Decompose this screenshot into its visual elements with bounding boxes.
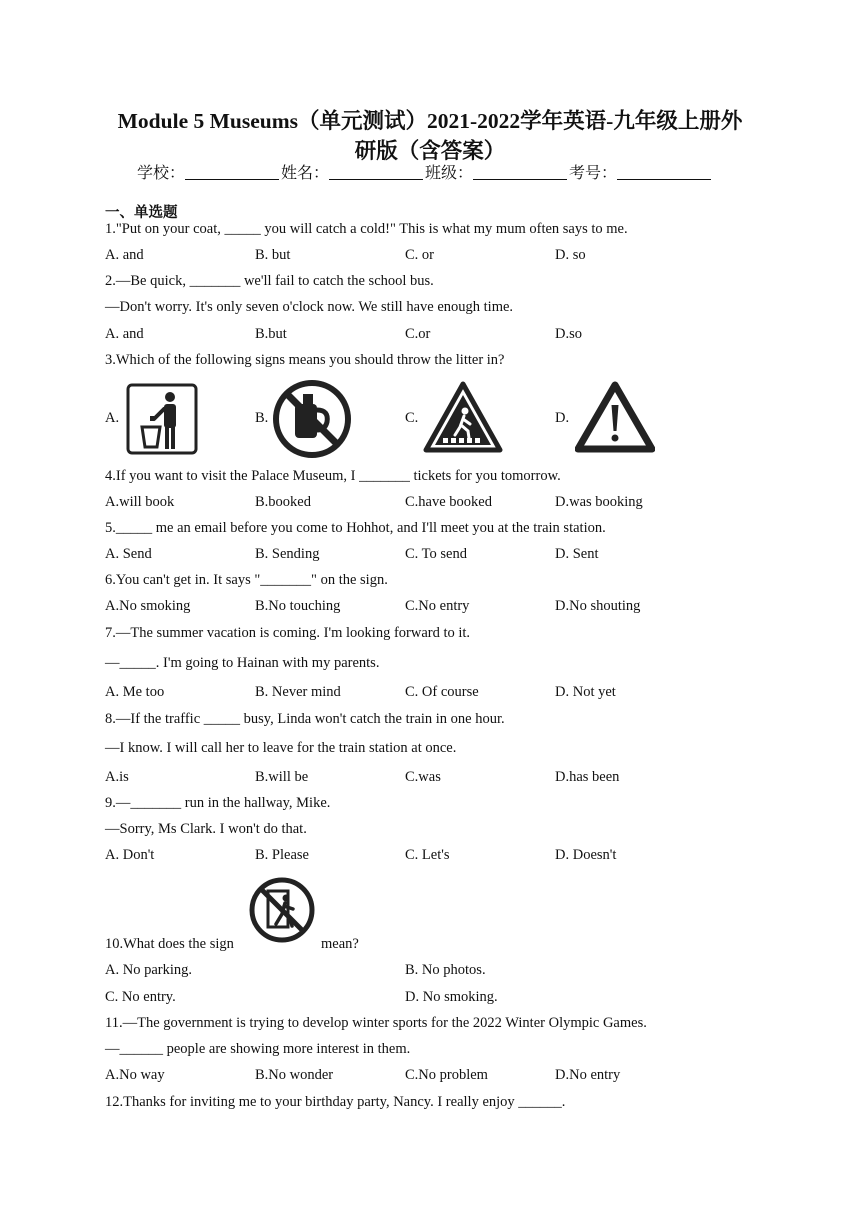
question-3-option-b: B. [255, 410, 269, 426]
question-7-option-c: C. Of course [405, 684, 479, 700]
question-8-option-b: B.will be [255, 769, 309, 785]
question-11-option-d: D.No entry [555, 1067, 621, 1083]
question-1-stem: 1."Put on your coat, _____ you will catch a cold!" This is what my mum often says to me. [105, 221, 628, 237]
question-7-option-a: A. Me too [105, 684, 165, 700]
question-1-option-b: B. but [255, 247, 291, 263]
question-8-option-c: C.was [405, 769, 441, 785]
question-10-stem: 10.What does the sign [105, 936, 234, 952]
title-line-2: 研版（含答案） [354, 139, 506, 163]
question-11-stem-reply: —______ people are showing more interest in them. [105, 1041, 411, 1057]
question-8-stem: 8.—If the traffic _____ busy, Linda won't catch the train in one hour. [105, 711, 505, 727]
question-4-option-a: A.will book [105, 494, 175, 510]
no-drinks-icon [273, 380, 351, 458]
question-7-stem-reply: —_____. I'm going to Hainan with my parents. [105, 655, 380, 671]
question-10-option-a: A. No parking. [105, 962, 192, 978]
question-11-option-a: A.No way [105, 1067, 165, 1083]
question-7-option-b: B. Never mind [255, 684, 341, 700]
question-9-option-c: C. Let's [405, 847, 450, 863]
question-3-stem: 3.Which of the following signs means you should throw the litter in? [105, 352, 505, 368]
question-7-option-d: D. Not yet [555, 684, 616, 700]
question-9-option-b: B. Please [255, 847, 309, 863]
question-11-option-c: C.No problem [405, 1067, 488, 1083]
question-8-option-a: A.is [105, 769, 129, 785]
question-10-option-d: D. No smoking. [405, 989, 498, 1005]
question-6-option-b: B.No touching [255, 598, 341, 614]
class-blank [473, 163, 567, 180]
litter-bin-icon [126, 383, 198, 455]
question-9-stem: 9.—_______ run in the hallway, Mike. [105, 795, 331, 811]
question-10-option-c: C. No entry. [105, 989, 176, 1005]
question-1-option-a: A. and [105, 247, 144, 263]
question-10-option-b: B. No photos. [405, 962, 486, 978]
number-blank [617, 163, 711, 180]
pedestrian-crossing-icon [423, 381, 503, 453]
question-2-option-b: B.but [255, 326, 287, 342]
school-label: 学校： [137, 165, 186, 182]
question-9-option-a: A. Don't [105, 847, 155, 863]
question-5-option-c: C. To send [405, 546, 467, 562]
question-2-option-a: A. and [105, 326, 144, 342]
question-4-option-d: D.was booking [555, 494, 643, 510]
question-1-option-d: D. so [555, 247, 586, 263]
question-6-option-a: A.No smoking [105, 598, 191, 614]
question-5-option-d: D. Sent [555, 546, 599, 562]
question-9-stem-reply: —Sorry, Ms Clark. I won't do that. [105, 821, 307, 837]
question-1-option-c: C. or [405, 247, 434, 263]
name-blank [329, 163, 423, 180]
question-5-option-a: A. Send [105, 546, 152, 562]
question-3-option-d: D. [555, 410, 570, 426]
number-label: 考号： [569, 165, 618, 182]
question-2-stem: 2.—Be quick, _______ we'll fail to catch the school bus. [105, 273, 434, 289]
question-2-option-d: D.so [555, 326, 582, 342]
class-label: 班级： [425, 165, 474, 182]
question-9-option-d: D. Doesn't [555, 847, 617, 863]
question-6-option-c: C.No entry [405, 598, 470, 614]
question-6-option-d: D.No shouting [555, 598, 641, 614]
question-12-stem: 12.Thanks for inviting me to your birthday party, Nancy. I really enjoy ______. [105, 1094, 566, 1110]
question-3-option-c: C. [405, 410, 419, 426]
question-6-stem: 6.You can't get in. It says "_______" on the sign. [105, 572, 388, 588]
document-title [90, 106, 770, 166]
question-8-option-d: D.has been [555, 769, 620, 785]
question-11-stem: 11.—The government is trying to develop winter sports for the 2022 Winter Olympic Games. [105, 1015, 647, 1031]
question-3-option-a: A. [105, 410, 120, 426]
no-entry-person-icon [248, 876, 316, 944]
name-label: 姓名： [281, 165, 330, 182]
question-4-option-c: C.have booked [405, 494, 492, 510]
student-info-row [137, 160, 713, 183]
question-5-stem: 5._____ me an email before you come to Hohhot, and I'll meet you at the train station. [105, 520, 606, 536]
question-10-stem-end: mean? [321, 936, 359, 952]
title-line-1: Module 5 Museums（单元测试）2021-2022学年英语-九年级上册外 [117, 109, 743, 133]
question-4-stem: 4.If you want to visit the Palace Museum, I _______ tickets for you tomorrow. [105, 468, 561, 484]
question-2-stem-reply: —Don't worry. It's only seven o'clock now. We still have enough time. [105, 299, 514, 315]
school-blank [185, 163, 279, 180]
section-title: 一、单选题 [105, 205, 178, 221]
question-5-option-b: B. Sending [255, 546, 320, 562]
question-11-option-b: B.No wonder [255, 1067, 334, 1083]
warning-triangle-icon [575, 381, 655, 453]
question-8-stem-reply: —I know. I will call her to leave for the train station at once. [105, 740, 457, 756]
question-4-option-b: B.booked [255, 494, 311, 510]
question-7-stem: 7.—The summer vacation is coming. I'm looking forward to it. [105, 625, 471, 641]
question-2-option-c: C.or [405, 326, 431, 342]
